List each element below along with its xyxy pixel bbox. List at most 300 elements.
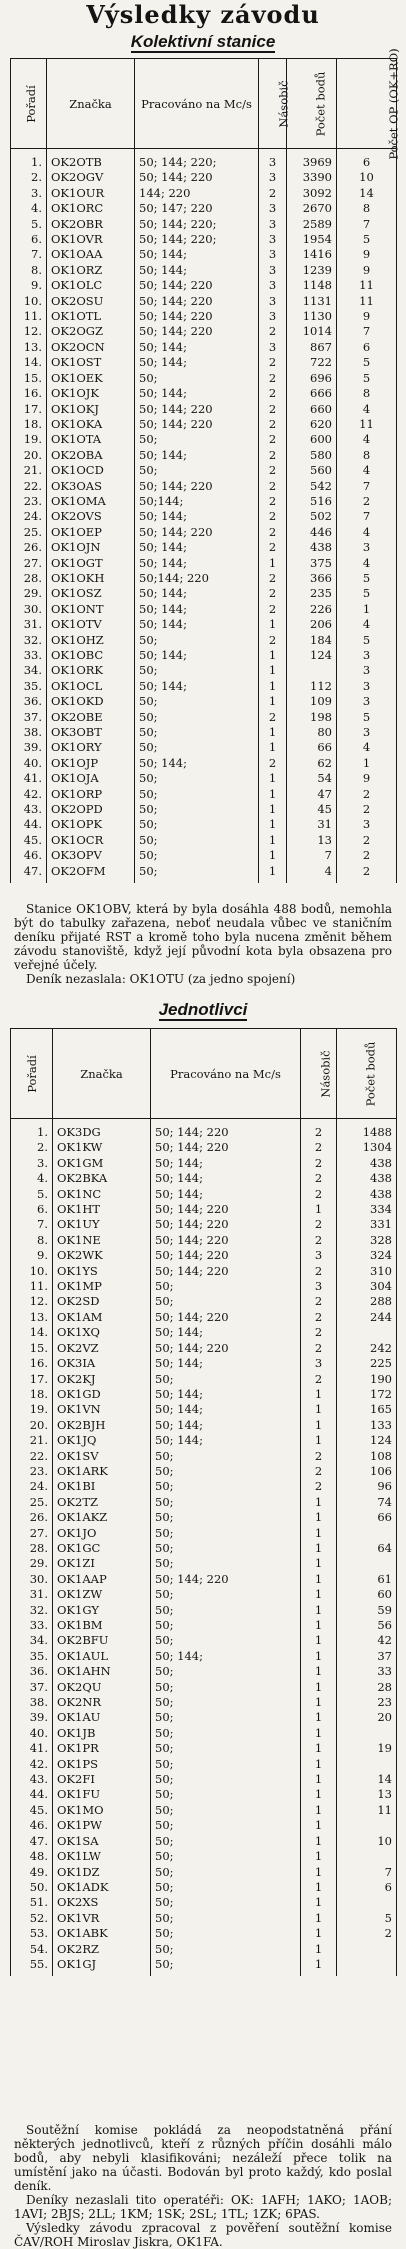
individual-note-missing-logs: Deníky nezaslali tito operatéři: OK: 1AFH; 1AKO; 1AOB; 1AVI; 2BJS; 2LL; 1KM; 1SK; 2SL; 1TL; 1ZK; 6PAS. (14, 2193, 392, 2221)
cell-operators: 3 (337, 663, 397, 678)
cell-points (337, 1849, 397, 1864)
cell-multiplier: 2 (301, 1140, 337, 1155)
cell-bands: 50; (135, 725, 259, 740)
table-row (11, 1633, 397, 1648)
cell-bands: 50; (151, 1834, 301, 1849)
cell-multiplier: 1 (301, 1726, 337, 1741)
cell-points: 184 (287, 633, 337, 648)
cell-callsign: OK1AU (53, 1710, 151, 1725)
table-row (11, 1341, 397, 1356)
table-row (11, 278, 397, 293)
table-row (11, 602, 397, 617)
cell-callsign: OK1OCR (47, 833, 135, 848)
cell-bands: 50; 144; 220 (151, 1310, 301, 1325)
cell-callsign: OK1OKH (47, 571, 135, 586)
cell-callsign: OK2OVS (47, 509, 135, 524)
cell-callsign: OK1LW (53, 1849, 151, 1864)
table-row (11, 1464, 397, 1479)
cell-multiplier: 1 (259, 679, 287, 694)
cell-callsign: OK3DG (53, 1119, 151, 1141)
table-row (11, 1202, 397, 1217)
table-row (11, 1957, 397, 1976)
cell-bands: 50; (151, 1865, 301, 1880)
cell-rank: 1. (11, 149, 47, 171)
cell-operators: 11 (337, 417, 397, 432)
cell-points: 1014 (287, 324, 337, 339)
cell-callsign: OK1ABK (53, 1926, 151, 1941)
cell-callsign: OK2RZ (53, 1942, 151, 1957)
cell-callsign: OK1OLC (47, 278, 135, 293)
cell-multiplier: 1 (301, 1556, 337, 1571)
table-row (11, 1310, 397, 1325)
cell-multiplier: 2 (259, 371, 287, 386)
cell-multiplier: 1 (259, 663, 287, 678)
table-row (11, 355, 397, 370)
cell-bands: 50; 147; 220 (135, 201, 259, 216)
cell-points: 31 (287, 817, 337, 832)
cell-bands: 50; (151, 1664, 301, 1679)
cell-multiplier: 2 (301, 1187, 337, 1202)
cell-multiplier: 2 (301, 1325, 337, 1340)
cell-callsign: OK1OGT (47, 556, 135, 571)
cell-bands: 50; 144; 220 (151, 1248, 301, 1263)
collective-heading (0, 32, 406, 52)
table-row (11, 263, 397, 278)
cell-points: 288 (337, 1294, 397, 1309)
cell-points: 7 (337, 1865, 397, 1880)
cell-operators: 5 (337, 232, 397, 247)
cell-multiplier: 1 (301, 1942, 337, 1957)
cell-callsign: OK2OBR (47, 217, 135, 232)
cell-multiplier: 2 (259, 509, 287, 524)
cell-callsign: OK1GC (53, 1541, 151, 1556)
cell-callsign: OK1ORZ (47, 263, 135, 278)
cell-multiplier: 3 (259, 294, 287, 309)
cell-multiplier: 2 (259, 540, 287, 555)
cell-points: 7 (287, 848, 337, 863)
cell-callsign: OK2KJ (53, 1372, 151, 1387)
cell-callsign: OK1OJN (47, 540, 135, 555)
cell-rank: 25. (11, 525, 47, 540)
table-row (11, 1541, 397, 1556)
table-row (11, 1279, 397, 1294)
cell-points: 438 (287, 540, 337, 555)
table-row (11, 232, 397, 247)
cell-bands: 50; (151, 1587, 301, 1602)
cell-multiplier: 3 (259, 263, 287, 278)
cell-bands: 50; (151, 1880, 301, 1895)
cell-callsign: OK2OSU (47, 294, 135, 309)
cell-bands: 50; (151, 1926, 301, 1941)
table-row (11, 1556, 397, 1571)
cell-operators: 5 (337, 710, 397, 725)
col-operators-header: Počet OP (OK+RO) (337, 59, 397, 149)
cell-callsign: OK3OBT (47, 725, 135, 740)
table-row (11, 1710, 397, 1725)
cell-points: 59 (337, 1603, 397, 1618)
cell-callsign: OK2OGZ (47, 324, 135, 339)
individual-heading-text: Jednotlivci (158, 1000, 248, 1019)
cell-bands: 50; (151, 1803, 301, 1818)
table-row (11, 1418, 397, 1433)
cell-callsign: OK2TZ (53, 1495, 151, 1510)
cell-bands: 50; 144; 220 (151, 1140, 301, 1155)
cell-rank: 21. (11, 463, 47, 478)
table-row (11, 694, 397, 709)
cell-points: 502 (287, 509, 337, 524)
cell-points: 438 (337, 1171, 397, 1186)
cell-bands: 50; (151, 1849, 301, 1864)
cell-multiplier: 1 (301, 1680, 337, 1695)
table-row (11, 1356, 397, 1371)
cell-rank: 8. (11, 1233, 53, 1248)
cell-multiplier: 1 (301, 1433, 337, 1448)
cell-rank: 2. (11, 170, 47, 185)
cell-callsign: OK1OBC (47, 648, 135, 663)
cell-multiplier: 1 (301, 1495, 337, 1510)
cell-multiplier: 1 (259, 817, 287, 832)
table-row (11, 1618, 397, 1633)
cell-multiplier: 1 (301, 1757, 337, 1772)
cell-multiplier: 2 (301, 1171, 337, 1186)
cell-rank: 46. (11, 848, 47, 863)
cell-callsign: OK1OCD (47, 463, 135, 478)
cell-bands: 50;144; 220 (135, 571, 259, 586)
table-row (11, 1479, 397, 1494)
cell-bands: 50; 144; (135, 586, 259, 601)
cell-points: 109 (287, 694, 337, 709)
collective-notes (14, 902, 392, 986)
cell-multiplier: 2 (259, 756, 287, 771)
cell-points: 33 (337, 1664, 397, 1679)
cell-multiplier: 2 (301, 1449, 337, 1464)
cell-bands: 50; 144; 220 (151, 1233, 301, 1248)
cell-bands: 50; (135, 848, 259, 863)
cell-rank: 32. (11, 1603, 53, 1618)
cell-callsign: OK2XS (53, 1895, 151, 1910)
cell-multiplier: 1 (259, 848, 287, 863)
cell-callsign: OK2FI (53, 1772, 151, 1787)
cell-bands: 50; 144; 220; (135, 232, 259, 247)
cell-bands: 50; (151, 1449, 301, 1464)
cell-points: 20 (337, 1710, 397, 1725)
cell-multiplier: 3 (259, 217, 287, 232)
table-row (11, 648, 397, 663)
individual-note-compiler: Výsledky závodu zpracoval z pověření soutěžní komise ČAV/ROH Miroslav Jiskra, OK1FA. (14, 2221, 392, 2249)
table-row (11, 787, 397, 802)
cell-operators: 4 (337, 432, 397, 447)
cell-bands: 50; 144; 220 (135, 417, 259, 432)
table-row (11, 294, 397, 309)
cell-points: 366 (287, 571, 337, 586)
cell-bands: 50; (151, 1294, 301, 1309)
cell-multiplier: 1 (301, 1787, 337, 1802)
cell-callsign: OK1NE (53, 1233, 151, 1248)
cell-multiplier: 2 (259, 525, 287, 540)
cell-multiplier: 1 (301, 1772, 337, 1787)
table-row (11, 324, 397, 339)
cell-rank: 35. (11, 1649, 53, 1664)
table-row (11, 1880, 397, 1895)
cell-multiplier: 2 (259, 355, 287, 370)
cell-bands: 50; (151, 1757, 301, 1772)
cell-callsign: OK1OST (47, 355, 135, 370)
col-rank-header: Pořadí (11, 1029, 53, 1119)
cell-bands: 50; 144; (135, 247, 259, 262)
cell-points: 304 (337, 1279, 397, 1294)
table-row (11, 371, 397, 386)
cell-bands: 50; 144; (135, 540, 259, 555)
cell-multiplier: 1 (301, 1895, 337, 1910)
cell-operators: 2 (337, 802, 397, 817)
individual-table-body (11, 1119, 397, 1977)
individual-heading (0, 1000, 406, 1020)
cell-points: 96 (337, 1479, 397, 1494)
cell-multiplier: 1 (301, 1834, 337, 1849)
cell-multiplier: 2 (259, 324, 287, 339)
cell-rank: 39. (11, 1710, 53, 1725)
cell-bands: 50; (135, 710, 259, 725)
cell-callsign: OK1OJA (47, 771, 135, 786)
table-row (11, 1449, 397, 1464)
cell-rank: 4. (11, 201, 47, 216)
cell-rank: 38. (11, 725, 47, 740)
cell-multiplier: 2 (301, 1119, 337, 1141)
cell-points: 722 (287, 355, 337, 370)
cell-bands: 50; (135, 694, 259, 709)
cell-rank: 12. (11, 1294, 53, 1309)
cell-operators: 3 (337, 694, 397, 709)
cell-multiplier: 1 (301, 1202, 337, 1217)
cell-callsign: OK1HT (53, 1202, 151, 1217)
table-row (11, 494, 397, 509)
cell-bands: 50; 144; (151, 1649, 301, 1664)
cell-callsign: OK1OVR (47, 232, 135, 247)
cell-rank: 10. (11, 1264, 53, 1279)
cell-callsign: OK1GJ (53, 1957, 151, 1976)
col-points-header: Počet bodů (287, 59, 337, 149)
cell-bands: 50; 144; 220; (135, 217, 259, 232)
cell-bands: 50; 144; (151, 1171, 301, 1186)
cell-multiplier: 2 (259, 402, 287, 417)
cell-callsign: OK1ONT (47, 602, 135, 617)
cell-rank: 32. (11, 633, 47, 648)
cell-operators: 10 (337, 170, 397, 185)
cell-bands: 50; 144; 220 (135, 309, 259, 324)
cell-multiplier: 1 (301, 1526, 337, 1541)
cell-rank: 26. (11, 1510, 53, 1525)
table-row (11, 1510, 397, 1525)
cell-callsign: OK2SD (53, 1294, 151, 1309)
cell-points: 13 (337, 1787, 397, 1802)
cell-callsign: OK1OEP (47, 525, 135, 540)
cell-rank: 33. (11, 1618, 53, 1633)
table-row (11, 1695, 397, 1710)
cell-operators: 4 (337, 617, 397, 632)
cell-bands: 50; 144; (135, 263, 259, 278)
cell-points: 28 (337, 1680, 397, 1695)
cell-multiplier: 1 (259, 787, 287, 802)
cell-points: 172 (337, 1387, 397, 1402)
cell-rank: 7. (11, 247, 47, 262)
cell-bands: 50; 144; (135, 340, 259, 355)
cell-multiplier: 1 (259, 802, 287, 817)
cell-callsign: OK1OMA (47, 494, 135, 509)
cell-multiplier: 2 (301, 1310, 337, 1325)
cell-callsign: OK1SV (53, 1449, 151, 1464)
cell-callsign: OK1OAA (47, 247, 135, 262)
cell-callsign: OK2BJH (53, 1418, 151, 1433)
cell-bands: 50; 144; (135, 602, 259, 617)
cell-operators: 5 (337, 633, 397, 648)
table-row (11, 1834, 397, 1849)
cell-points: 3092 (287, 186, 337, 201)
table-row (11, 848, 397, 863)
cell-points (337, 1818, 397, 1833)
cell-rank: 13. (11, 340, 47, 355)
cell-bands: 50; 144; 220 (151, 1264, 301, 1279)
table-row (11, 1572, 397, 1587)
cell-rank: 28. (11, 571, 47, 586)
table-row (11, 186, 397, 201)
cell-bands: 50; (151, 1279, 301, 1294)
cell-callsign: OK1VN (53, 1402, 151, 1417)
cell-callsign: OK1GD (53, 1387, 151, 1402)
cell-bands: 50; (151, 1633, 301, 1648)
cell-bands: 50; 144; 220 (151, 1217, 301, 1232)
col-bands-header: Pracováno na Mc/s (135, 59, 259, 149)
cell-multiplier: 1 (301, 1402, 337, 1417)
cell-rank: 45. (11, 1803, 53, 1818)
cell-points: 198 (287, 710, 337, 725)
cell-points: 328 (337, 1233, 397, 1248)
table-row (11, 1402, 397, 1417)
collective-results-table (10, 47, 401, 883)
table-row (11, 509, 397, 524)
cell-multiplier: 3 (259, 149, 287, 171)
cell-points: 190 (337, 1372, 397, 1387)
cell-operators: 9 (337, 771, 397, 786)
cell-points: 225 (337, 1356, 397, 1371)
cell-points: 666 (287, 386, 337, 401)
cell-points: 334 (337, 1202, 397, 1217)
cell-rank: 42. (11, 1757, 53, 1772)
cell-rank: 46. (11, 1818, 53, 1833)
cell-rank: 35. (11, 679, 47, 694)
cell-multiplier: 1 (259, 740, 287, 755)
cell-callsign: OK2OBA (47, 448, 135, 463)
cell-points: 206 (287, 617, 337, 632)
table-row (11, 663, 397, 678)
cell-multiplier: 1 (301, 1618, 337, 1633)
cell-bands: 50; 144; 220 (135, 170, 259, 185)
cell-multiplier: 1 (301, 1633, 337, 1648)
cell-bands: 50; 144; (135, 448, 259, 463)
cell-callsign: OK1MP (53, 1279, 151, 1294)
cell-operators: 2 (337, 494, 397, 509)
cell-multiplier: 3 (259, 340, 287, 355)
cell-callsign: OK1DZ (53, 1865, 151, 1880)
cell-rank: 50. (11, 1880, 53, 1895)
cell-multiplier: 3 (259, 232, 287, 247)
table-row (11, 1772, 397, 1787)
cell-bands: 50; (151, 1510, 301, 1525)
col-bands-header: Pracováno na Mc/s (151, 1029, 301, 1119)
cell-points: 1130 (287, 309, 337, 324)
cell-bands: 50; (151, 1541, 301, 1556)
cell-points: 165 (337, 1402, 397, 1417)
cell-multiplier: 1 (259, 648, 287, 663)
table-row (11, 1495, 397, 1510)
cell-multiplier: 1 (259, 725, 287, 740)
cell-operators: 2 (337, 848, 397, 863)
cell-bands: 50; 144; 220 (135, 479, 259, 494)
table-row (11, 571, 397, 586)
cell-bands: 50; (135, 740, 259, 755)
cell-bands: 50; (135, 371, 259, 386)
cell-points: 61 (337, 1572, 397, 1587)
cell-operators: 4 (337, 402, 397, 417)
cell-rank: 45. (11, 833, 47, 848)
cell-multiplier: 1 (259, 864, 287, 883)
cell-bands: 50; (151, 1957, 301, 1976)
cell-callsign: OK1OCL (47, 679, 135, 694)
table-row (11, 771, 397, 786)
cell-points: 3969 (287, 149, 337, 171)
cell-rank: 28. (11, 1541, 53, 1556)
cell-multiplier: 2 (259, 602, 287, 617)
cell-multiplier: 1 (259, 833, 287, 848)
cell-rank: 23. (11, 494, 47, 509)
cell-points: 37 (337, 1649, 397, 1664)
cell-operators: 3 (337, 725, 397, 740)
cell-points: 244 (337, 1310, 397, 1325)
cell-multiplier: 1 (301, 1387, 337, 1402)
cell-multiplier: 2 (301, 1217, 337, 1232)
cell-callsign: OK1NC (53, 1187, 151, 1202)
table-row (11, 725, 397, 740)
table-row (11, 1248, 397, 1263)
cell-rank: 25. (11, 1495, 53, 1510)
cell-bands: 50; (135, 833, 259, 848)
cell-bands: 50; 144; 220 (151, 1202, 301, 1217)
cell-operators: 6 (337, 340, 397, 355)
cell-points (337, 1895, 397, 1910)
col-multiplier-header: Násobič (259, 59, 287, 149)
table-row (11, 386, 397, 401)
cell-multiplier: 1 (301, 1926, 337, 1941)
table-row (11, 1171, 397, 1186)
cell-multiplier: 1 (301, 1849, 337, 1864)
cell-multiplier: 1 (301, 1418, 337, 1433)
cell-bands: 50; (135, 771, 259, 786)
cell-bands: 50; (151, 1372, 301, 1387)
cell-points: 64 (337, 1541, 397, 1556)
cell-multiplier: 1 (301, 1510, 337, 1525)
cell-callsign: OK2OTB (47, 149, 135, 171)
cell-multiplier: 1 (301, 1695, 337, 1710)
cell-points: 310 (337, 1264, 397, 1279)
table-row (11, 679, 397, 694)
table-row (11, 1787, 397, 1802)
cell-multiplier: 1 (259, 556, 287, 571)
individual-notes (14, 2123, 392, 2249)
cell-rank: 1. (11, 1119, 53, 1141)
cell-operators: 7 (337, 217, 397, 232)
cell-multiplier: 1 (259, 771, 287, 786)
cell-operators: 8 (337, 448, 397, 463)
cell-rank: 6. (11, 1202, 53, 1217)
